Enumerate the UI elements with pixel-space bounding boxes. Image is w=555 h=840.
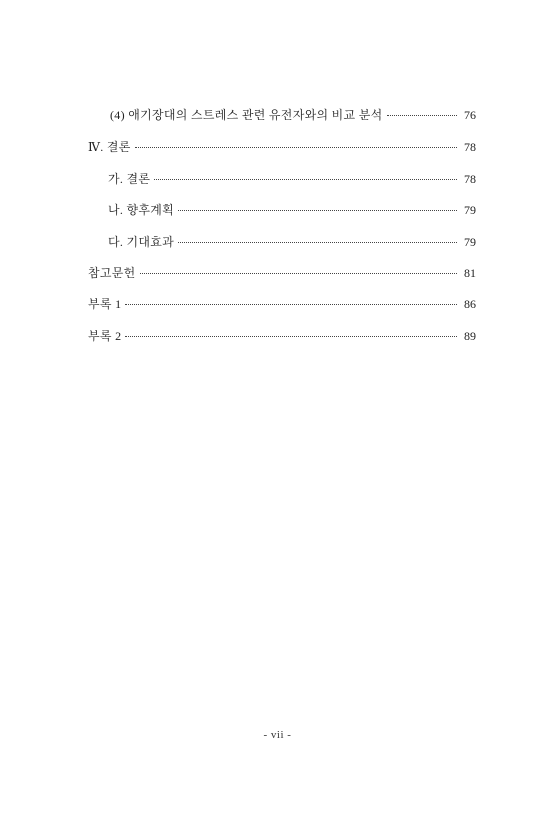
toc-entry-page: 79 <box>464 203 476 217</box>
toc-entry-label: (4) 애기장대의 스트레스 관련 유전자와의 비교 분석 <box>110 108 383 122</box>
toc-entry-label: 다. 기대효과 <box>108 235 175 249</box>
toc-entry-label: 나. 향후계획 <box>108 203 175 217</box>
page-number: - vii - <box>263 729 292 741</box>
toc-entry <box>88 140 476 154</box>
toc-entry <box>88 266 476 280</box>
toc-entry <box>108 235 476 249</box>
toc-leader-dots <box>178 242 457 243</box>
toc-entry-page: 79 <box>464 235 476 249</box>
toc-leader-dots <box>125 304 457 305</box>
toc-leader-dots <box>178 210 457 211</box>
toc-leader-dots <box>140 273 457 274</box>
toc-entry-label: 부록 1 <box>88 297 122 311</box>
toc-leader-dots <box>135 147 457 148</box>
toc-leader-dots <box>154 179 457 180</box>
toc-entry-page: 76 <box>464 108 476 122</box>
toc-entry-label: 부록 2 <box>88 329 122 343</box>
toc-entry-label: 참고문헌 <box>88 266 136 280</box>
toc-leader-dots <box>125 336 457 337</box>
toc-entry-page: 89 <box>464 329 476 343</box>
toc-entry <box>108 203 476 217</box>
toc-entry-page: 86 <box>464 297 476 311</box>
toc-entry <box>88 297 476 311</box>
toc-entry <box>110 108 476 122</box>
toc-entry-label: Ⅳ. 결론 <box>88 140 131 154</box>
toc-entry-page: 78 <box>464 172 476 186</box>
toc-entry <box>88 329 476 343</box>
toc-entry-page: 81 <box>464 266 476 280</box>
toc-leader-dots <box>387 115 457 116</box>
toc-entry <box>108 172 476 186</box>
toc-entry-label: 가. 결론 <box>108 172 151 186</box>
toc-entry-page: 78 <box>464 140 476 154</box>
